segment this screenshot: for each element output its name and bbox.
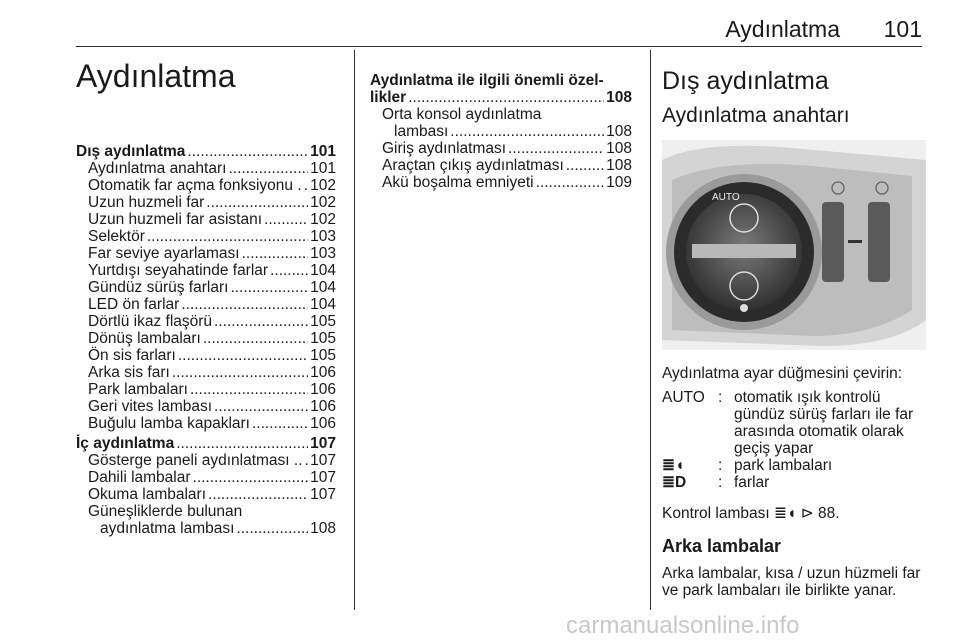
toc-entry-row[interactable]: aydınlatma lambası ..... 108 [76,520,336,537]
option-description: park lambaları [734,457,833,474]
toc-group-title: Aydınlatma ile ilgili önemli özel- [370,72,604,89]
colon: : [718,389,723,406]
auto-label: AUTO [712,192,740,203]
toc-entry-row[interactable]: Park lambaları ..... 106 [76,381,336,398]
toc-entry-row[interactable]: Arka sis farı ..... 106 [76,364,336,381]
running-header-title: Aydınlatma [725,16,840,42]
toc-entry-row[interactable]: Far seviye ayarlaması ..... 103 [76,245,336,262]
toc-entry-row[interactable]: Okuma lambaları ..... 107 [76,486,336,503]
toc-entry-row[interactable]: Uzun huzmeli far ..... 102 [76,194,336,211]
switch-option [662,389,928,457]
toc-entry-row[interactable]: Yurtdışı seyahatinde farlar ..... 104 [76,262,336,279]
toc-entry-row[interactable]: Uzun huzmeli far asistanı ..... 102 [76,211,336,228]
page-ref-icon: ⊳ [800,505,814,522]
column-divider-1 [354,50,355,610]
switch-option [662,474,928,491]
control-lamp-page[interactable]: 88. [818,505,840,522]
toc-entry-row[interactable]: Dahili lambalar ..... 107 [76,469,336,486]
toc-entry-row[interactable]: LED ön farlar ..... 104 [76,296,336,313]
toc-entry-row[interactable]: Dönüş lambaları ..... 105 [76,330,336,347]
option-key: AUTO [662,389,705,406]
colon: : [718,474,723,491]
toc-entry-row[interactable]: Gösterge paneli aydınlatması .. ..... 107 [76,452,336,469]
toc-entry-row[interactable]: Aydınlatma anahtarı ..... 101 [76,160,336,177]
rear-lights-text: Arka lambalar, kısa / uzun hüzmeli far ve park lambaları ile birlikte yanar. [662,565,921,599]
toc-entry-row[interactable]: lambası ..... 108 [370,123,632,140]
park-lights-icon: ≣◖ [662,457,685,474]
chapter-title: Aydınlatma [76,58,236,94]
toc-group-row[interactable]: İç aydınlatma ..... 107 [76,435,336,452]
watermark: carmanualsonline.info [566,612,800,639]
park-lights-icon: ≣◖ [774,505,797,522]
colon: : [718,457,723,474]
control-lamp-line: Kontrol lambası ≣◖ ⊳ 88. [662,505,840,522]
toc-left-column [76,58,336,537]
headlights-icon: ≣D [662,474,687,491]
option-description: otomatik ışık kontrolü gündüz sürüş farları ile far arasında otomatik olarak geçiş yapar [734,389,914,457]
rear-lights-title: Arka lambalar [662,536,782,556]
section-title: Dış aydınlatma [662,67,829,95]
toc-entry-row[interactable]: Buğulu lamba kapakları ..... 106 [76,415,336,432]
toc-entry-row[interactable]: Dörtlü ikaz flaşörü ..... 105 [76,313,336,330]
option-description: farlar [734,474,770,491]
instruction-text: Aydınlatma ayar düğmesini çevirin: [662,365,903,382]
toc-group-row[interactable]: Dış aydınlatma ..... 101 [76,143,336,160]
page-number: 101 [883,16,922,42]
toc-entry-row[interactable]: Selektör ..... 103 [76,228,336,245]
subsection-title: Aydınlatma anahtarı [662,104,850,127]
column-divider-2 [650,50,651,610]
toc-entry-row[interactable]: Geri vites lambası ..... 106 [76,398,336,415]
toc-entry-row[interactable]: Araçtan çıkış aydınlatması ..... 108 [370,157,632,174]
right-column-body [662,365,928,599]
switch-option [662,457,928,474]
header-rule [76,46,922,47]
toc-middle-column [370,72,632,191]
light-switch-photo [662,140,926,350]
toc-entry-row[interactable]: Ön sis farları ..... 105 [76,347,336,364]
toc-entry-row[interactable]: Giriş aydınlatması ..... 108 [370,140,632,157]
toc-entry-row[interactable]: Otomatik far açma fonksiyonu . ..... 102 [76,177,336,194]
right-column [662,66,928,129]
toc-group-row[interactable]: likler ..... 108 [370,89,632,106]
toc-entry: Güneşliklerde bulunan [88,503,243,520]
toc-entry-row[interactable]: Gündüz sürüş farları ..... 104 [76,279,336,296]
toc-entry: Orta konsol aydınlatma [382,106,542,123]
toc-entry-row[interactable]: Akü boşalma emniyeti ..... 109 [370,174,632,191]
